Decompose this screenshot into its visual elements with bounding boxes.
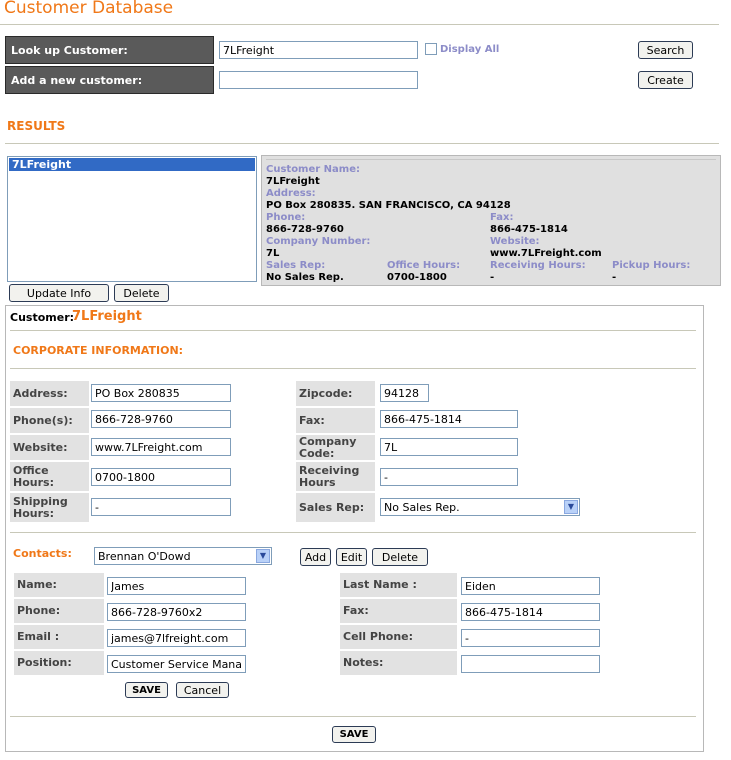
contact-position-label: Position: bbox=[14, 651, 104, 675]
summary-office-hours: 0700-1800 bbox=[387, 272, 447, 283]
detail-divider-top bbox=[10, 330, 696, 331]
summary-divider bbox=[266, 159, 716, 160]
contact-position-input[interactable] bbox=[107, 655, 246, 673]
sales-rep-select[interactable] bbox=[380, 498, 580, 516]
receiving-hours-input[interactable] bbox=[380, 468, 518, 486]
detail-customer-name: 7LFreight bbox=[72, 309, 142, 324]
save-customer-button[interactable]: SAVE bbox=[332, 726, 376, 743]
summary-receiving-hours: - bbox=[490, 272, 495, 283]
summary-sales-rep-label: Sales Rep: bbox=[266, 260, 326, 271]
company-code-label: Company Code: bbox=[296, 435, 375, 460]
contact-last-name-label: Last Name : bbox=[340, 573, 457, 597]
results-heading: RESULTS bbox=[7, 119, 66, 133]
fax-label: Fax: bbox=[296, 408, 375, 433]
fax-input[interactable] bbox=[380, 410, 518, 428]
phones-label: Phone(s): bbox=[10, 408, 89, 433]
results-listbox[interactable] bbox=[7, 156, 257, 282]
save-contact-button[interactable]: SAVE bbox=[125, 682, 168, 698]
customer-summary-panel bbox=[261, 155, 721, 286]
lookup-input[interactable] bbox=[219, 41, 418, 59]
edit-contact-button[interactable]: Edit bbox=[336, 548, 367, 566]
contacts-selected-value: Brennan O'Dowd bbox=[98, 550, 191, 563]
contact-name-label: Name: bbox=[14, 573, 104, 597]
cancel-contact-button[interactable]: Cancel bbox=[176, 682, 229, 698]
summary-fax: 866-475-1814 bbox=[490, 224, 568, 235]
corporate-divider bbox=[10, 368, 696, 369]
sales-rep-label: Sales Rep: bbox=[296, 493, 375, 522]
detail-customer-label: Customer: bbox=[10, 311, 75, 324]
contacts-label: Contacts: bbox=[13, 547, 72, 560]
contact-fax-input[interactable] bbox=[461, 603, 600, 621]
contact-phone-label: Phone: bbox=[14, 599, 104, 623]
display-all-label[interactable]: Display All bbox=[440, 44, 500, 55]
website-input[interactable] bbox=[91, 438, 231, 456]
chevron-down-icon[interactable]: ▼ bbox=[256, 549, 270, 563]
summary-company-number: 7L bbox=[266, 248, 280, 259]
zipcode-input[interactable] bbox=[380, 384, 429, 402]
summary-pickup-hours-label: Pickup Hours: bbox=[612, 260, 691, 271]
address-label: Address: bbox=[10, 381, 89, 406]
lookup-label: Look up Customer: bbox=[5, 36, 214, 64]
sales-rep-value: No Sales Rep. bbox=[384, 501, 460, 514]
summary-customer-name: 7LFreight bbox=[266, 176, 320, 187]
search-button[interactable]: Search bbox=[638, 41, 693, 59]
add-customer-input[interactable] bbox=[219, 71, 418, 89]
title-divider bbox=[0, 24, 719, 25]
summary-company-number-label: Company Number: bbox=[266, 236, 371, 247]
contact-phone-input[interactable] bbox=[107, 603, 246, 621]
customer-detail-panel bbox=[5, 305, 704, 752]
summary-receiving-hours-label: Receiving Hours: bbox=[490, 260, 586, 271]
website-label: Website: bbox=[10, 435, 89, 460]
zipcode-label: Zipcode: bbox=[296, 381, 375, 406]
summary-phone-label: Phone: bbox=[266, 212, 306, 223]
summary-address-label: Address: bbox=[266, 188, 316, 199]
phones-input[interactable] bbox=[91, 410, 231, 428]
summary-address: PO Box 280835. SAN FRANCISCO, CA 94128 bbox=[266, 200, 511, 211]
delete-contact-button[interactable]: Delete bbox=[372, 548, 428, 566]
results-divider bbox=[5, 143, 719, 144]
contact-cell-label: Cell Phone: bbox=[340, 625, 457, 649]
summary-website: www.7LFreight.com bbox=[490, 248, 602, 259]
receiving-hours-label: Receiving Hours bbox=[296, 462, 375, 491]
add-contact-button[interactable]: Add bbox=[300, 548, 331, 566]
contact-email-label: Email : bbox=[14, 625, 104, 649]
summary-office-hours-label: Office Hours: bbox=[387, 260, 461, 271]
company-code-input[interactable] bbox=[380, 438, 518, 456]
list-item[interactable]: 7LFreight bbox=[9, 158, 255, 171]
office-hours-label: Office Hours: bbox=[10, 462, 89, 491]
corporate-info-heading: CORPORATE INFORMATION: bbox=[13, 344, 184, 357]
contact-notes-input[interactable] bbox=[461, 655, 600, 673]
summary-fax-label: Fax: bbox=[490, 212, 514, 223]
delete-customer-button[interactable]: Delete bbox=[114, 284, 169, 302]
chevron-down-icon[interactable]: ▼ bbox=[564, 500, 578, 514]
summary-customer-name-label: Customer Name: bbox=[266, 164, 360, 175]
add-customer-label: Add a new customer: bbox=[5, 66, 214, 94]
display-all-checkbox[interactable] bbox=[425, 43, 437, 55]
contacts-divider bbox=[10, 532, 696, 533]
create-button[interactable]: Create bbox=[638, 71, 693, 89]
contact-last-name-input[interactable] bbox=[461, 577, 600, 595]
summary-pickup-hours: - bbox=[612, 272, 617, 283]
contact-name-input[interactable] bbox=[107, 577, 246, 595]
summary-sales-rep: No Sales Rep. bbox=[266, 272, 344, 283]
summary-phone: 866-728-9760 bbox=[266, 224, 344, 235]
shipping-hours-label: Shipping Hours: bbox=[10, 493, 89, 522]
contact-notes-label: Notes: bbox=[340, 651, 457, 675]
page-title: Customer Database bbox=[4, 0, 174, 18]
contact-email-input[interactable] bbox=[107, 629, 246, 647]
contacts-select[interactable] bbox=[94, 547, 272, 565]
office-hours-input[interactable] bbox=[91, 468, 231, 486]
detail-divider-bottom bbox=[10, 716, 696, 717]
contact-cell-input[interactable] bbox=[461, 629, 600, 647]
contact-fax-label: Fax: bbox=[340, 599, 457, 623]
address-input[interactable] bbox=[91, 384, 231, 402]
summary-website-label: Website: bbox=[490, 236, 540, 247]
update-info-button[interactable]: Update Info bbox=[9, 284, 109, 302]
shipping-hours-input[interactable] bbox=[91, 498, 231, 516]
